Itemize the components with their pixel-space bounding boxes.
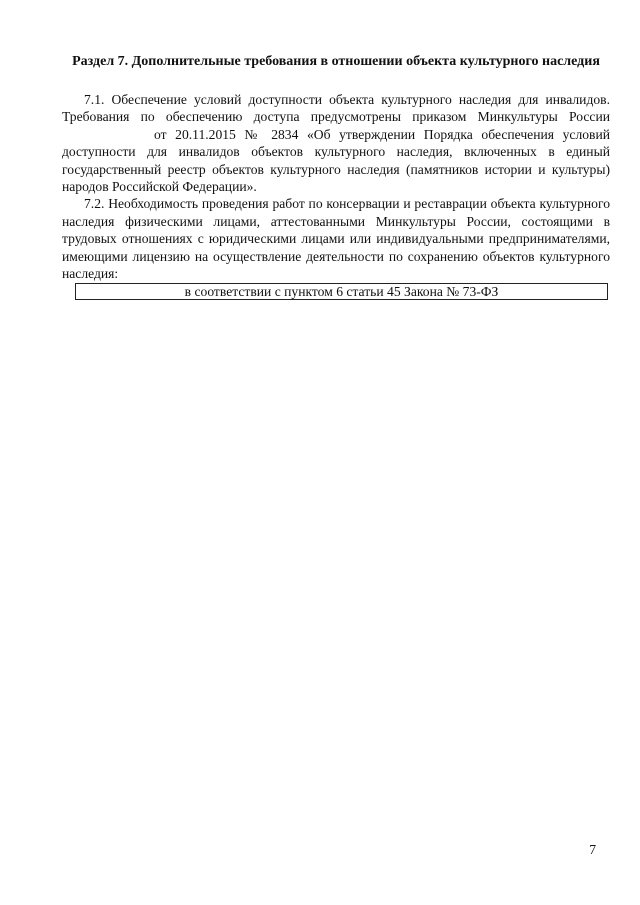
paragraph-7-2: 7.2. Необходимость проведения работ по консервации и реставрации объекта культурного наследия физическими лицами, аттестованными Минкультуры России, состоящими в трудовых отношениях с юридическими лицами или индивидуальными предпринимателями, имеющими лицензию на осуществление деятельности по сохранению объектов культурного наследия: xyxy=(62,196,610,282)
section-title: Раздел 7. Дополнительные требования в отношении объекта культурного наследия xyxy=(72,54,600,69)
paragraph-7-1-part-a: 7.1. Обеспечение условий доступности объекта культурного наследия для инвалидов. Требования по обеспечению доступа предусмотрены приказом Минкультуры России xyxy=(62,92,610,125)
paragraph-7-1 xyxy=(62,91,610,195)
section-body xyxy=(62,91,610,282)
paragraph-7-1-part-b: от 20.11.2015 № 2834 «Об утверждении Порядка обеспечения условий доступности для инвалидов объектов культурного наследия, включенных в единый государственный реестр объектов культурного наследия (памятников истории и культуры) народов Российской Федерации». xyxy=(62,126,610,195)
page-number: 7 xyxy=(589,842,596,857)
answer-box: в соответствии с пунктом 6 статьи 45 Закона № 73-ФЗ xyxy=(75,283,608,300)
